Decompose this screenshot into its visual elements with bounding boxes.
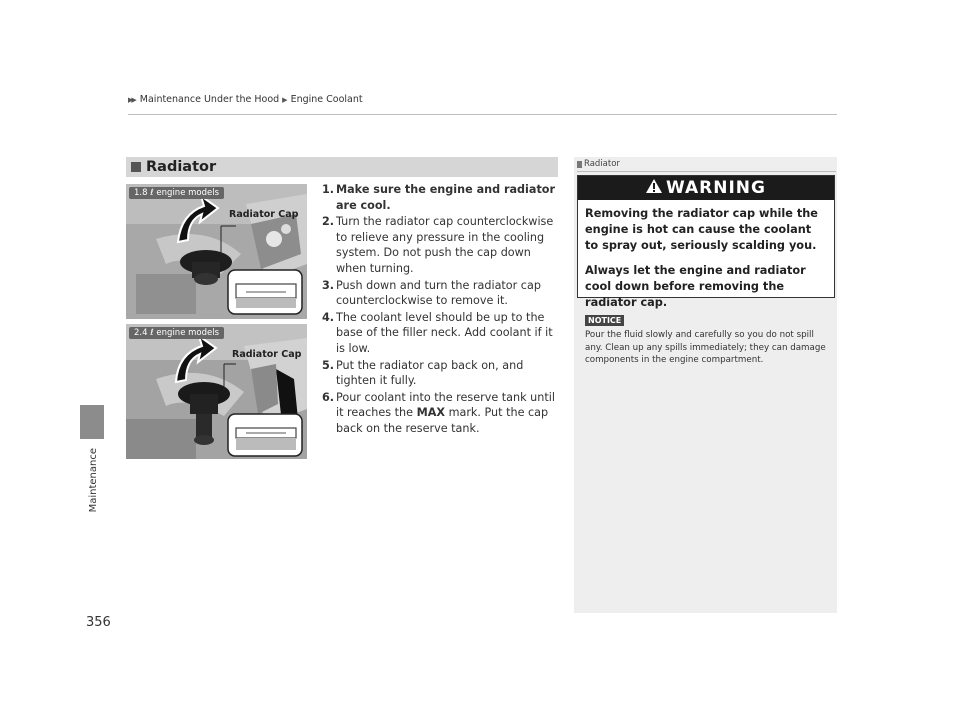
breadcrumb-item-maintenance-under-hood[interactable]: Maintenance Under the Hood: [139, 94, 280, 105]
section-title: Radiator: [146, 159, 217, 175]
warning-paragraph-2: Always let the engine and radiator cool down before removing the radiator cap.: [585, 264, 806, 309]
step-number: 2.: [322, 215, 335, 229]
step-text-before: Pour coolant into the reserve tank until it reaches the: [336, 390, 555, 420]
breadcrumb-separator-icon: ▶: [282, 95, 286, 104]
chapter-label: Maintenance: [88, 448, 99, 513]
breadcrumb: [128, 94, 363, 105]
step-3: [322, 278, 562, 309]
step-text: Turn the radiator cap counterclockwise to relieve any pressure in the cooling system. Do not push the cap down when turning.: [336, 215, 554, 275]
sidebar-title: [577, 159, 620, 169]
chapter-tab: [80, 405, 104, 439]
breadcrumb-item-engine-coolant[interactable]: Engine Coolant: [290, 94, 363, 105]
engine-model-tag-1: 1.8 ℓ engine models: [129, 187, 224, 199]
step-text: Push down and turn the radiator cap counterclockwise to remove it.: [336, 278, 541, 308]
engine-photo-2-illustration: [126, 324, 307, 459]
engine-photo-2: [126, 324, 307, 459]
engine-model-tag-2: 2.4 ℓ engine models: [129, 327, 224, 339]
step-number: 4.: [322, 310, 335, 324]
max-mark-label: MAX: [416, 406, 445, 420]
sidebar-divider: [577, 171, 836, 172]
step-number: 1.: [322, 183, 335, 196]
warning-header: [578, 176, 834, 200]
sidebar-title-text: Radiator: [584, 159, 620, 169]
radiator-cap-callout-2: Radiator Cap: [232, 349, 302, 360]
step-number: 5.: [322, 358, 335, 372]
warning-text: [578, 200, 834, 311]
step-6: [322, 390, 562, 437]
warning-paragraph-1: Removing the radiator cap while the engine is hot can cause the coolant to spray out, seriously scalding you.: [585, 207, 818, 252]
step-text-after: mark. Put the cap back on the reserve tank.: [336, 406, 549, 435]
step-text: The coolant level should be up to the base of the filler neck. Add coolant if it is low.: [336, 310, 553, 355]
engine-photo-1: [126, 184, 307, 319]
step-5: [322, 358, 562, 389]
notice-text: Pour the fluid slowly and carefully so you do not spill any. Clean up any spills immediately; they can damage components in the engine compartment.: [585, 330, 826, 365]
warning-triangle-icon: [646, 179, 662, 197]
step-text: Make sure the engine and radiator are cool.: [336, 183, 555, 212]
engine-photo-1-illustration: [126, 184, 307, 319]
header-divider: [128, 114, 837, 115]
section-heading: [126, 157, 558, 177]
warning-heading: WARNING: [666, 178, 766, 198]
step-2: [322, 214, 562, 276]
radiator-cap-callout-1: Radiator Cap: [229, 209, 299, 220]
breadcrumb-arrow-icon: ▶▶: [128, 95, 135, 104]
step-4: [322, 310, 562, 357]
step-text: [336, 390, 562, 437]
step-text: Put the radiator cap back on, and tighten it fully.: [336, 358, 524, 388]
notice-label: NOTICE: [585, 315, 624, 326]
step-number: 3.: [322, 278, 335, 292]
reference-icon: [577, 161, 582, 168]
section-square-icon: [131, 162, 141, 172]
step-number: 6.: [322, 390, 335, 404]
step-1: [322, 182, 562, 213]
warning-box: [577, 175, 835, 309]
notes-sidebar: [574, 157, 837, 613]
page-number: 356: [86, 615, 111, 630]
procedure-steps: [322, 182, 562, 438]
